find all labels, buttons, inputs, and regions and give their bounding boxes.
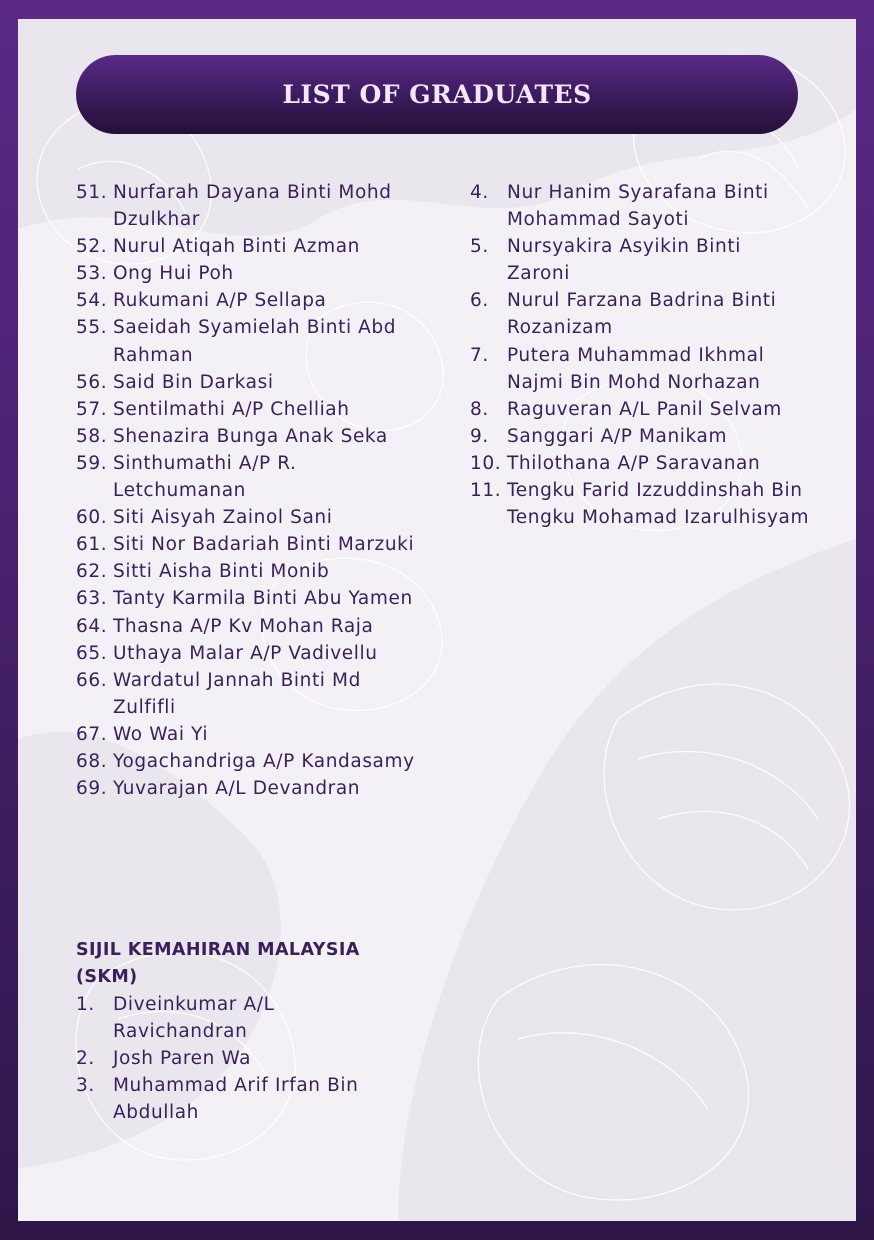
graduates-list-left — [76, 179, 416, 802]
item-number: 4. — [470, 182, 489, 203]
item-number: 6. — [470, 290, 489, 312]
graduate-name: Sinthumathi A/P R. Letchumanan — [113, 452, 297, 502]
list-item — [470, 179, 810, 233]
item-number: 56. — [76, 371, 108, 393]
graduate-name: Uthaya Malar A/P Vadivellu — [113, 642, 378, 664]
list-item — [76, 396, 416, 423]
item-number: 62. — [76, 561, 108, 583]
graduate-name: Yuvarajan A/L Devandran — [113, 778, 361, 800]
list-item — [470, 423, 810, 450]
list-item — [76, 558, 416, 585]
graduate-name: Thasna A/P Kv Mohan Raja — [113, 615, 374, 637]
list-item — [76, 369, 416, 396]
graduate-name: Diveinkumar A/L Ravichandran — [113, 994, 275, 1043]
item-number: 67. — [76, 723, 108, 745]
graduate-name: Siti Aisyah Zainol Sani — [113, 507, 333, 529]
item-number: 3. — [76, 1075, 95, 1097]
item-number: 69. — [76, 778, 108, 800]
graduates-list-right — [470, 179, 810, 531]
list-item — [76, 640, 416, 667]
graduate-name: Saeidah Syamielah Binti Abd Rahman — [113, 317, 397, 366]
item-number: 58. — [76, 425, 108, 447]
list-item — [76, 531, 416, 558]
list-item — [76, 504, 416, 531]
item-number: 51. — [76, 182, 108, 203]
list-item — [76, 1072, 396, 1126]
list-item — [470, 287, 810, 341]
graduate-name: Tanty Karmila Binti Abu Yamen — [113, 588, 413, 610]
list-item — [76, 450, 416, 504]
item-number: 57. — [76, 398, 108, 420]
item-number: 8. — [470, 398, 489, 420]
item-number: 5. — [470, 236, 489, 258]
list-item — [470, 342, 810, 396]
item-number: 66. — [76, 669, 108, 691]
graduate-name: Nursyakira Asyikin Binti Zaroni — [507, 236, 741, 285]
list-item — [76, 667, 416, 721]
list-item — [470, 233, 810, 287]
list-item — [76, 613, 416, 640]
graduate-name: Said Bin Darkasi — [113, 371, 274, 393]
list-item — [76, 1045, 396, 1072]
graduate-name: Nur Hanim Syarafana Binti Mohammad Sayoti — [507, 182, 769, 231]
item-number: 54. — [76, 290, 108, 312]
item-number: 59. — [76, 452, 108, 474]
graduate-name: Tengku Farid Izzuddinshah Bin Tengku Mohamad Izarulhisyam — [507, 480, 810, 529]
item-number: 65. — [76, 642, 108, 664]
list-item — [76, 721, 416, 748]
graduate-name: Muhammad Arif Irfan Bin Abdullah — [113, 1075, 359, 1124]
title-banner — [76, 55, 798, 134]
item-number: 52. — [76, 236, 108, 258]
graduate-name: Rukumani A/P Sellapa — [113, 290, 327, 312]
graduate-name: Ong Hui Poh — [113, 263, 234, 285]
page-title: LIST OF GRADUATES — [282, 80, 592, 109]
item-number: 64. — [76, 615, 108, 637]
graduate-name: Siti Nor Badariah Binti Marzuki — [113, 534, 415, 556]
item-number: 53. — [76, 263, 108, 285]
graduate-name: Thilothana A/P Saravanan — [507, 452, 761, 474]
list-item — [76, 233, 416, 260]
list-item — [76, 748, 416, 775]
graduate-name: Nurfarah Dayana Binti Mohd Dzulkhar — [113, 182, 392, 231]
item-number: 63. — [76, 588, 108, 610]
item-number: 9. — [470, 425, 489, 447]
graduate-name: Shenazira Bunga Anak Seka — [113, 425, 388, 447]
graduate-name: Sentilmathi A/P Chelliah — [113, 398, 350, 420]
list-item — [76, 314, 416, 368]
list-item — [76, 179, 416, 233]
graduate-name: Yogachandriga A/P Kandasamy — [113, 750, 415, 772]
graduate-name: Sitti Aisha Binti Monib — [113, 561, 330, 583]
graduate-name: Raguveran A/L Panil Selvam — [507, 398, 782, 420]
list-item — [470, 396, 810, 423]
list-item — [76, 260, 416, 287]
item-number: 10. — [470, 452, 502, 474]
item-number: 11. — [470, 480, 502, 502]
list-item — [76, 585, 416, 612]
list-item — [76, 775, 416, 802]
skm-section — [76, 937, 396, 1126]
graduate-name: Wardatul Jannah Binti Md Zulfifli — [113, 669, 361, 718]
graduate-name: Putera Muhammad Ikhmal Najmi Bin Mohd Norhazan — [507, 344, 765, 393]
item-number: 68. — [76, 750, 108, 772]
item-number: 2. — [76, 1048, 95, 1070]
document-page — [18, 19, 856, 1221]
graduate-name: Wo Wai Yi — [113, 723, 209, 745]
list-item — [470, 450, 810, 477]
graduate-name: Nurul Farzana Badrina Binti Rozanizam — [507, 290, 777, 339]
skm-list — [76, 991, 396, 1126]
item-number: 60. — [76, 507, 108, 529]
list-item — [76, 423, 416, 450]
item-number: 7. — [470, 344, 489, 366]
graduate-name: Josh Paren Wa — [113, 1048, 252, 1070]
item-number: 55. — [76, 317, 108, 339]
item-number: 1. — [76, 994, 95, 1015]
list-item — [76, 287, 416, 314]
item-number: 61. — [76, 534, 108, 556]
list-item — [76, 991, 396, 1045]
list-item — [470, 477, 810, 531]
section-heading: SIJIL KEMAHIRAN MALAYSIA (SKM) — [76, 940, 360, 987]
graduate-name: Sanggari A/P Manikam — [507, 425, 728, 447]
graduate-name: Nurul Atiqah Binti Azman — [113, 236, 361, 258]
